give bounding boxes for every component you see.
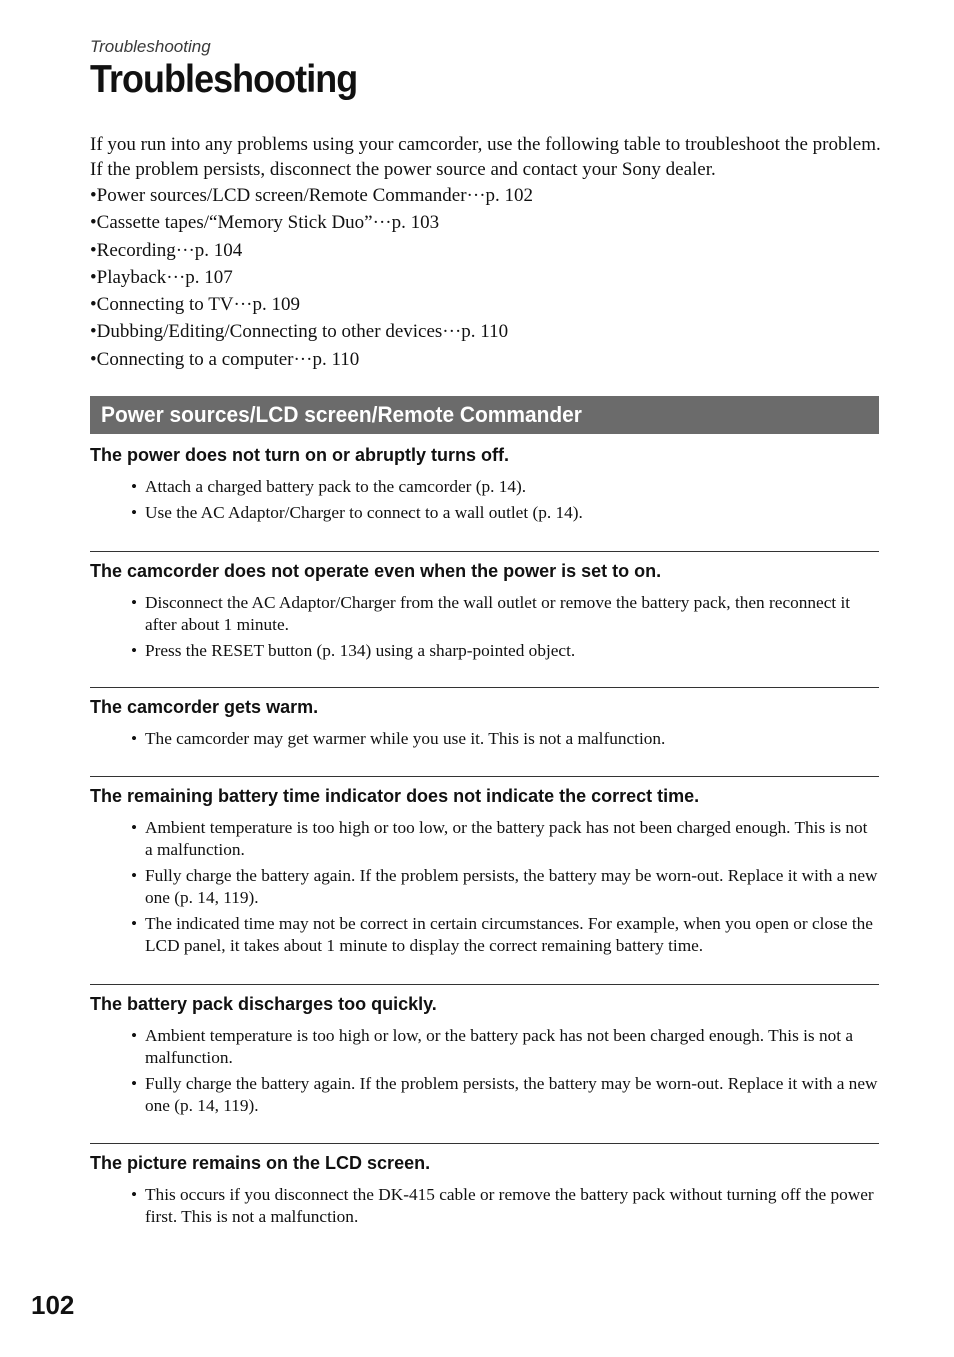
item-bullet: • Ambient temperature is too high or low, or the battery pack has not been charged enough. This is not a malfunction. xyxy=(145,1025,879,1069)
topic-item: • Connecting to TV···p. 109 xyxy=(90,291,533,318)
intro-paragraph: If you run into any problems using your camcorder, use the following table to troubleshoot the problem. If the problem persists, disconnect the power source and contact your Sony dealer. xyxy=(90,134,881,180)
item-bullet: • The indicated time may not be correct in certain circumstances. For example, when you open or close the LCD panel, it takes about 1 minute to display the correct remaining battery time. xyxy=(145,913,879,957)
topic-item: • Cassette tapes/“Memory Stick Duo”···p. 103 xyxy=(90,209,533,236)
trouble-item-picture-remains xyxy=(90,1143,879,1228)
item-bullet: • Fully charge the battery again. If the problem persists, the battery may be worn-out. Replace it with a new one (p. 14, 119). xyxy=(145,865,879,909)
section-header-bar xyxy=(90,396,879,434)
item-bullets xyxy=(90,1025,879,1117)
trouble-item-battery-indicator xyxy=(90,776,879,957)
trouble-item-discharge xyxy=(90,984,879,1117)
topic-item: • Recording···p. 104 xyxy=(90,237,533,264)
item-bullet: • Disconnect the AC Adaptor/Charger from the wall outlet or remove the battery pack, then reconnect it after about 1 minute. xyxy=(145,592,879,636)
item-bullets xyxy=(90,728,879,750)
topic-item: • Playback···p. 107 xyxy=(90,264,533,291)
topic-item: • Connecting to a computer···p. 110 xyxy=(90,346,533,373)
item-bullet: • This occurs if you disconnect the DK-415 cable or remove the battery pack without turning off the power first. This is not a malfunction. xyxy=(145,1184,879,1228)
item-bullets xyxy=(90,592,879,662)
item-bullets xyxy=(90,476,879,524)
page-title: Troubleshooting xyxy=(90,58,358,101)
item-bullet: • Use the AC Adaptor/Charger to connect to a wall outlet (p. 14). xyxy=(145,502,879,524)
trouble-item-warm xyxy=(90,687,879,750)
item-bullet: • Press the RESET button (p. 134) using a sharp-pointed object. xyxy=(145,640,879,662)
item-bullets xyxy=(90,1184,879,1228)
item-heading: The camcorder does not operate even when the power is set to on. xyxy=(90,561,662,581)
item-bullet: • Attach a charged battery pack to the camcorder (p. 14). xyxy=(145,476,879,498)
page-number: 102 xyxy=(31,1290,75,1320)
trouble-item-not-operate xyxy=(90,551,879,662)
item-heading: The picture remains on the LCD screen. xyxy=(90,1153,431,1173)
item-bullet: • Ambient temperature is too high or too low, or the battery pack has not been charged enough. This is not a malfunction. xyxy=(145,817,879,861)
item-heading: The battery pack discharges too quickly. xyxy=(90,994,437,1014)
item-bullets xyxy=(90,817,879,957)
item-heading: The power does not turn on or abruptly turns off. xyxy=(90,445,509,465)
topic-item: • Dubbing/Editing/Connecting to other devices···p. 110 xyxy=(90,318,533,345)
topic-list xyxy=(90,182,533,373)
item-heading: The camcorder gets warm. xyxy=(90,697,319,717)
item-heading: The remaining battery time indicator does not indicate the correct time. xyxy=(90,786,700,806)
section-title: Power sources/LCD screen/Remote Commander xyxy=(101,402,582,427)
item-bullet: • The camcorder may get warmer while you use it. This is not a malfunction. xyxy=(145,728,879,750)
topic-item: • Power sources/LCD screen/Remote Commander···p. 102 xyxy=(90,182,533,209)
running-head: Troubleshooting xyxy=(90,37,211,56)
trouble-item-power xyxy=(90,444,879,524)
item-bullet: • Fully charge the battery again. If the problem persists, the battery may be worn-out. Replace it with a new one (p. 14, 119). xyxy=(145,1073,879,1117)
